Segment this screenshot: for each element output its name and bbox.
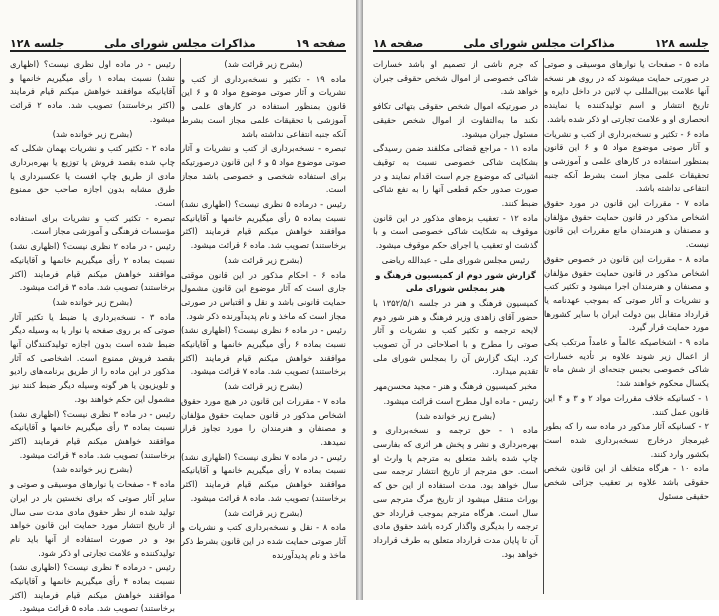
paragraph: ماده ۱۱ - مراجع قضائی مکلفند ضمن رسیدگی بشکایت شاکی خصوصی نسبت به توقیف اشیائی که موضوع جرم است اقدام نمایند و در صورت صدور حکم قطعی آنها را به نفع شاکی ضبط کنند. xyxy=(373,143,538,209)
paragraph: ماده ۲ - تکثیر کتب و نشریات بهمان شکلی که چاپ شده بقصد فروش یا توزیع یا بهره‌برداری مادی از طریق چاپ افست یا عکسبرداری یا طرق مشابه بدون اجازه صاحب حق ممنوع است. xyxy=(10,143,175,209)
column-divider xyxy=(180,58,181,594)
paragraph: ماده ۵ - صفحات یا نوارهای موسیقی و صوتی در صورتی حمایت میشوند که در روی هر نسخه آنها علامت بین‌المللی پ لاتین در داخل دایره و تاریخ انتشار و اسم تولیدکننده یا نماینده انحصاری او و علامت تجارتی او ذکر شده باشد. xyxy=(544,59,709,124)
right-page xyxy=(363,0,719,600)
paragraph: (بشرح زیر خوانده شد) xyxy=(52,128,133,139)
right-page-column-left xyxy=(373,58,538,594)
paragraph: ماده ۱۰ - هرگاه متخلف از این قانون شخص حقوقی باشد علاوه بر تعقیب جزائی شخص حقیقی مسئول xyxy=(544,463,709,501)
paragraph: در صورتیکه اموال شخص حقوقی بتهائی تکافو نکند ما به‌التفاوت از اموال شخص حقیقی مسئول جبران میشود. xyxy=(373,101,538,139)
paragraph: ماده ۸ - مقررات این قانون در خصوص حقوق اشخاص مذکور در قانون حمایت حقوق مؤلفان و مصنفان و هنرمندان اجرا میشود و تکثیر کتب و نشریات و آثار صوتی که بموجب عهدنامه یا قرارداد متقابل بین دولت ایران با سایر کشورها مورد حمایت قرار گیرد. xyxy=(544,253,709,333)
paragraph: رئیس - در ماده ۳ نظری نیست؟ (اظهاری نشد) نسبت بماده ۳ رأی میگیریم خانمها و آقایانیکه موافقند خواهش میکنم قیام فرمایند (اکثر برخاستند) تصویب شد. ماده ۴ قرائت میشود. xyxy=(10,408,175,460)
paragraph: رئیس - ماده اول مطرح است قرائت میشود. xyxy=(383,395,538,406)
paragraph: تبصره - تکثیر کتب و نشریات برای استفاده مؤسسات فرهنگی و آموزشی مجاز است. xyxy=(10,212,175,237)
paragraph: رئیس - درماده ۵ نظری نیست؟ (اظهاری نشد) نسبت بماده ۵ رأی میگیریم خانمها و آقایانیکه موافقند خواهش میکنم قیام فرمایند (اکثر برخاستند) تصویب شد. ماده ۶ قرائت میشود. xyxy=(181,199,346,251)
book-gutter xyxy=(356,0,363,600)
paragraph: (بشرح زیر قرائت شد) xyxy=(224,507,303,518)
paragraph: (بشرح زیر خوانده شد) xyxy=(415,410,496,421)
paragraph: رئیس - در ماده ۷ نظری نیست؟ (اظهاری نشد) نسبت بماده ۷ رأی میگیریم خانمها و آقایانیکه موافقند خواهش میکنم قیام فرمایند (اکثر برخاستند) تصویب شد. ماده ۸ قرائت میشود. xyxy=(181,451,346,503)
paragraph: ماده ۶ - تکثیر و نسخه‌برداری از کتب و نشریات و آثار صوتی موضوع مواد ۵ و ۶ این قانون بمنظور استفاده در کارهای علمی و آموزشی و تحقیقات علمی مجاز است بشرط آنکه جنبه انتفاعی نداشته باشد. xyxy=(544,128,709,194)
left-page-running-title: مذاکرات مجلس شورای ملی xyxy=(104,37,256,50)
left-page-header xyxy=(10,30,346,52)
paragraph: (بشرح زیر قرائت شد) xyxy=(224,254,303,265)
paragraph: ماده ۱ - حق ترجمه و نسخه‌برداری و بهره‌برداری و نشر و پخش هر اثری که بفارسی چاپ شده باشد متعلق به مترجم یا وارث او است. حق مترجم از تاریخ انتشار ترجمه سی سال خواهد بود. مدت استفاده از این حق که بوراث منتقل میشود از تاریخ مرگ مترجم سی سال است. هرگاه مترجم بموجب قرارداد حق ترجمه را بدیگری واگذار کرده باشد حقوق مادی آن تا پایان مدت قرارداد متعلق به طرف قرارداد خواهد بود. xyxy=(373,425,538,559)
right-page-header xyxy=(373,30,709,52)
paragraph: ماده ۸ - نقل و نسخه‌برداری کتب و نشریات و آثار صوتی حمایت شده در این قانون بشرط ذکر ماخذ و نام پدیدآورنده xyxy=(181,522,346,560)
right-page-running-title: مذاکرات مجلس شورای ملی xyxy=(463,37,615,50)
right-page-session: جلسه ۱۲۸ xyxy=(654,37,709,50)
paragraph: مخبر کمیسیون فرهنگ و هنر - مجید محسن‌مهر xyxy=(374,381,537,392)
paragraph: ماده ۹ - اشخاصیکه عالماً و عامداً مرتکب یکی از اعمال زیر شوند علاوه بر تأدیه خسارات شاکی خصوصی بحبس جنحه‌ای از شش ماه تا یکسال محکوم خواهند شد: xyxy=(544,337,709,389)
right-page-columns xyxy=(373,58,709,594)
column-divider xyxy=(543,58,544,594)
paragraph: کمیسیون فرهنگ و هنر در جلسه ۱۳۵۲/۵/۱ با حضور آقای زاهدی وزیر فرهنگ و هنر شور دوم لایحه ترجمه و تکثیر کتب و نشریات و آثار صوتی را مطرح و با اصلاحاتی در آن تصویب کرد. اینک گزارش آن را بمجلس شورای ملی تقدیم میدارد. xyxy=(373,297,539,377)
paragraph: ماده ۶ - احکام مذکور در این قانون موقتی جاری است که آثار موضوع این قانون مشمول حمایت قانونی باشد و نقل و اقتباس در صورتی مجاز است که ماخذ و نام پدیدآورنده ذکر شود. xyxy=(181,269,346,321)
right-page-number: صفحه ۱۸ xyxy=(373,37,424,50)
paragraph: (بشرح زیر خوانده شد) xyxy=(52,296,133,307)
paragraph: ۱ - کسانیکه خلاف مقررات مواد ۲ و ۳ و ۴ این قانون عمل کنند. xyxy=(544,392,709,417)
paragraph: رئیس - درماده ۴ نظری نیست؟ (اظهاری نشد) نسبت بماده ۴ رأی میگیریم خانمها و آقایانیکه موافقند خواهش میکنم قیام فرمایند (اکثر برخاستند) تصویب شد. ماده ۵ قرائت میشود. xyxy=(10,562,175,614)
paragraph: گزارش شور دوم از کمیسیون فرهنگ و هنر بمجلس شورای ملی xyxy=(375,269,536,294)
left-page xyxy=(0,0,356,614)
paragraph: رئیس - در ماده ۲ نظری نیست؟ (اظهاری نشد) نسبت بماده ۲ رأی میگیریم خانمها و آقایانیکه موافقند خواهش میکنم قیام فرمایند (اکثر برخاستند) تصویب شد. ماده ۳ قرائت میشود. xyxy=(10,241,175,293)
left-page-column-right xyxy=(181,58,346,594)
paragraph: که جرم ناشی از تصمیم او باشد خسارات شاکی خصوصی از اموال شخص حقوقی جبران خواهد شد. xyxy=(373,59,538,97)
paragraph: تبصره - نسخه‌برداری از کتب و نشریات و آثار صوتی موضوع مواد ۵ و ۶ این قانون درصورتیکه برای استفاده شخصی و خصوصی باشد مجاز است. xyxy=(181,143,346,195)
paragraph: ۲ - کسانیکه آثار مذکور در ماده سه را که بطور غیرمجاز درخارج نسخه‌برداری شده است بکشور وارد کنند. xyxy=(544,421,709,459)
paragraph: ماده ۷ - مقررات این قانون در مورد حقوق اشخاص مذکور در قانون حمایت حقوق مؤلفان و مصنفان و هنرمندان مانع مقررات این قانون نیست. xyxy=(544,198,709,250)
paragraph: ماده ۱۹ - تکثیر و نسخه‌برداری از کتب و نشریات و آثار صوتی موضوع مواد ۵ و ۶ این قانون بمنظور استفاده در کارهای علمی و آموزشی با تحقیقات علمی مجاز است بشرط آنکه جنبه انتفاعی نداشته باشد xyxy=(181,73,346,139)
right-page-column-right xyxy=(544,58,709,594)
left-page-number: صفحه ۱۹ xyxy=(295,37,346,50)
paragraph: ماده ۴ - صفحات یا نوارهای موسیقی و صوتی و سایر آثار صوتی که برای نخستین بار در ایران تولید شده از نظر حقوق مادی مدت سی سال از تاریخ انتشار مورد حمایت این قانون خواهد بود و در صورت استفاده از آنها باید نام تولیدکننده و علامت تجارتی او ذکر شود. xyxy=(10,479,175,558)
paragraph: ماده ۳ - نسخه‌برداری یا ضبط یا تکثیر آثار صوتی که بر روی صفحه یا نوار یا به وسیله دیگر ضبط شده است بدون اجازه تولیدکنندگان آنها بقصد فروش ممنوع است. اشخاصی که آثار مذکور در این ماده را از طریق برنامه‌های رادیو و تلویزیون یا هر گونه وسیله دیگر ضبط کنند نیز مشمول این حکم خواهند بود. xyxy=(10,311,176,404)
paragraph: رئیس - در ماده اول نظری نیست؟ (اظهاری نشد) نسبت بماده ۱ رأی میگیریم خانمها و آقایانیکه موافقند خواهش میکنم قیام فرمایند (اکثر برخاستند) تصویب شد. ماده ۲ قرائت میشود. xyxy=(10,59,175,124)
paragraph: (بشرح زیر قرائت شد) xyxy=(224,381,303,392)
left-page-column-left xyxy=(10,58,176,614)
paragraph: رئیس مجلس شورای ملی - عبدالله ریاضی xyxy=(381,254,530,265)
left-page-session: جلسه ۱۲۸ xyxy=(10,37,65,50)
left-page-columns xyxy=(10,58,346,614)
paragraph: (بشرح زیر قرائت شد) xyxy=(224,59,303,69)
paragraph: رئیس - در ماده ۶ نظری نیست؟ (اظهاری نشد) نسبت بماده ۶ رأی میگیریم خانمها و آقایانیکه موافقند خواهش میکنم قیام فرمایند (اکثر برخاستند) تصویب شد. ماده ۷ قرائت میشود. xyxy=(181,325,346,377)
paragraph: ماده ۷ - مقررات این قانون در هیچ مورد حقوق اشخاص مذکور در قانون حمایت حقوق مؤلفان و مصنفان و هنرمندان را مورد تجاوز قرار نمیدهد. xyxy=(181,395,346,447)
paragraph: (بشرح زیر خوانده شد) xyxy=(52,464,133,475)
paragraph: ماده ۱۲ - تعقیب بزه‌های مذکور در این قانون موقوف به شکایت شاکی خصوصی است و با گذشت او تعقیب یا اجرای حکم موقوف میشود. xyxy=(373,212,538,251)
